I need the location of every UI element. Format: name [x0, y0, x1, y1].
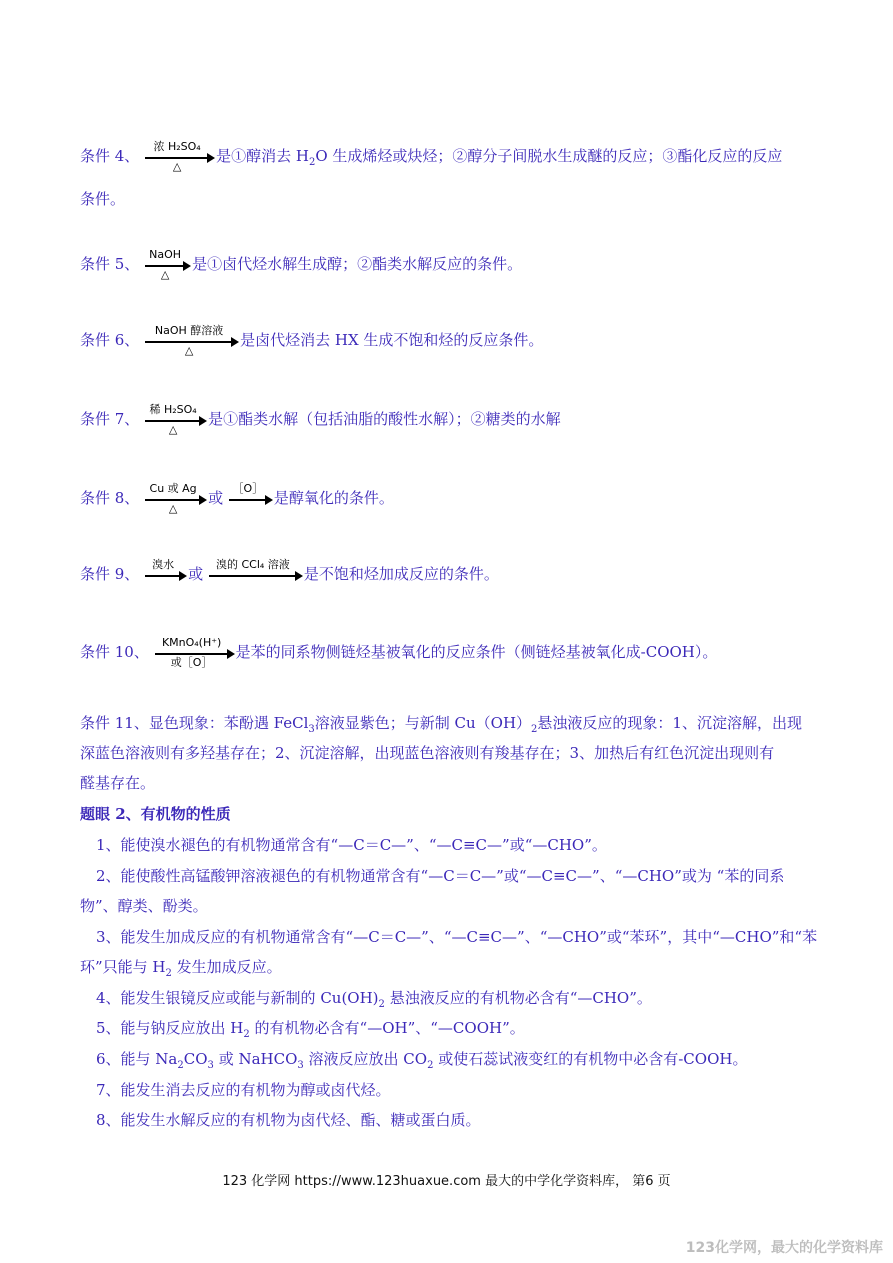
- arrow-head: [179, 571, 187, 581]
- list-text: 或使石蕊试液变红的有机物中必含有-COOH。: [433, 1050, 748, 1068]
- subscript: 2: [243, 1029, 250, 1040]
- condition-4-prefix: 条件 4、: [80, 147, 140, 165]
- condition-8-or: 或: [208, 489, 224, 507]
- subscript: 3: [297, 1060, 304, 1071]
- list-text: 5、能与钠反应放出 H: [96, 1019, 244, 1037]
- subscript: 2: [308, 157, 316, 168]
- arrow-label-bottom: 或［O］: [170, 656, 213, 669]
- condition-5-text: 是①卤代烃水解生成醇；②酯类水解反应的条件。: [192, 255, 523, 273]
- reaction-arrow: [155, 636, 235, 670]
- arrow-label-top: NaOH: [149, 248, 182, 261]
- condition-4-line2: 条件。: [80, 190, 126, 208]
- arrow-shaft: [145, 341, 233, 343]
- condition-4-text-b: O 生成烯烃或炔烃；②醇分子间脱水生成醚的反应；③酯化反应的反应: [315, 147, 783, 165]
- arrow-label-bottom: △: [160, 268, 170, 281]
- list-item: 7、能发生消去反应的有机物为醇或卤代烃。: [96, 1081, 391, 1099]
- subscript: 2: [427, 1060, 434, 1071]
- list-text: 的有机物必含有“—OH”、“—COOH”。: [249, 1019, 525, 1037]
- reaction-arrow: [145, 324, 239, 358]
- reaction-arrow: [145, 482, 207, 516]
- condition-9-prefix: 条件 9、: [80, 565, 140, 583]
- reaction-arrow: [209, 558, 303, 592]
- subscript: 2: [165, 968, 172, 979]
- section-heading: 题眼 2、有机物的性质: [80, 805, 231, 823]
- condition-10: [80, 636, 717, 670]
- condition-7: [80, 403, 561, 437]
- arrow-shaft: [145, 420, 201, 422]
- arrow-shaft: [145, 575, 181, 577]
- arrow-head: [295, 571, 303, 581]
- condition-11-text-c: 悬浊液反应的现象：1、沉淀溶解，出现: [537, 714, 802, 732]
- arrow-label-bottom: △: [168, 423, 178, 436]
- condition-9-text: 是不饱和烃加成反应的条件。: [303, 565, 499, 583]
- arrow-label-top: ［O］: [232, 482, 264, 495]
- condition-11-text-a: 条件 11、显色现象：苯酚遇 FeCl: [80, 714, 309, 732]
- arrow-label-top: 溴的 CCl₄ 溶液: [215, 558, 290, 571]
- arrow-label-top: KMnO₄(H⁺): [161, 636, 222, 649]
- arrow-shaft: [145, 157, 209, 159]
- condition-8-text: 是醇氧化的条件。: [273, 489, 394, 507]
- list-text: CO: [183, 1050, 208, 1068]
- list-item: [96, 1048, 747, 1071]
- list-text: 6、能与 Na: [96, 1050, 178, 1068]
- list-text: 环”只能与 H: [80, 958, 166, 976]
- arrow-label-top: 溴水: [152, 558, 175, 571]
- condition-8-prefix: 条件 8、: [80, 489, 140, 507]
- arrow-label-top: NaOH 醇溶液: [154, 324, 224, 337]
- arrow-shaft: [209, 575, 297, 577]
- list-text: 4、能发生银镜反应或能与新制的 Cu(OH): [96, 989, 379, 1007]
- list-item-continuation: [80, 956, 282, 979]
- condition-5-prefix: 条件 5、: [80, 255, 140, 273]
- list-item: 1、能使溴水褪色的有机物通常含有“—C＝C—”、“—C≡C—”或“—CHO”。: [96, 836, 607, 854]
- condition-6-prefix: 条件 6、: [80, 331, 140, 349]
- reaction-arrow: [145, 558, 187, 592]
- condition-11-line3: 醛基存在。: [80, 774, 156, 792]
- list-item: 3、能发生加成反应的有机物通常含有“—C＝C—”、“—C≡C—”、“—CHO”或“苯环”，其中“—CHO”和“苯: [96, 928, 818, 946]
- condition-7-prefix: 条件 7、: [80, 410, 140, 428]
- condition-6-text: 是卤代烃消去 HX 生成不饱和烃的反应条件。: [240, 331, 544, 349]
- condition-11-text-b: 溶液显紫色；与新制 Cu（OH）: [314, 714, 532, 732]
- list-text: 或 NaHCO: [213, 1050, 298, 1068]
- reaction-arrow: [229, 482, 273, 516]
- condition-6: [80, 324, 543, 358]
- subscript: 2: [531, 724, 538, 735]
- list-item: 8、能发生水解反应的有机物为卤代烃、酯、糖或蛋白质。: [96, 1111, 481, 1129]
- arrow-label-top: 浓 H₂SO₄: [153, 140, 201, 153]
- condition-11-line2: 深蓝色溶液则有多羟基存在；2、沉淀溶解，出现蓝色溶液则有羧基存在；3、加热后有红色沉淀出现则有: [80, 744, 775, 762]
- condition-9: [80, 558, 499, 592]
- subscript: 3: [308, 724, 315, 735]
- reaction-arrow: [145, 248, 191, 282]
- subscript: 2: [378, 999, 385, 1010]
- list-text: 发生加成反应。: [171, 958, 282, 976]
- condition-4-text-a: 是①醇消去 H: [216, 147, 309, 165]
- arrow-shaft: [229, 499, 267, 501]
- condition-4: [80, 140, 782, 174]
- reaction-arrow: [145, 403, 207, 437]
- arrow-label-top: 稀 H₂SO₄: [149, 403, 197, 416]
- watermark: 123化学网，最大的化学资料库: [685, 1240, 883, 1256]
- condition-5: [80, 248, 522, 282]
- reaction-arrow: [145, 140, 215, 174]
- list-item: [96, 1017, 525, 1040]
- list-item: 2、能使酸性高锰酸钾溶液褪色的有机物通常含有“—C＝C—”或“—C≡C—”、“—CHO”或为 “苯的同系: [96, 867, 785, 885]
- subscript: 3: [207, 1060, 214, 1071]
- condition-8: [80, 482, 394, 516]
- condition-7-text: 是①酯类水解（包括油脂的酸性水解）；②糖类的水解: [208, 410, 561, 428]
- condition-10-text: 是苯的同系物侧链烃基被氧化的反应条件（侧链烃基被氧化成-COOH）。: [235, 643, 718, 661]
- arrow-label-bottom: △: [172, 160, 182, 173]
- arrow-shaft: [145, 499, 201, 501]
- list-item-continuation: 物”、醇类、酚类。: [80, 897, 208, 915]
- arrow-head: [265, 495, 273, 505]
- subscript: 2: [177, 1060, 184, 1071]
- arrow-label-bottom: △: [184, 344, 194, 357]
- arrow-label-top: Cu 或 Ag: [149, 482, 197, 495]
- arrow-label-bottom: △: [168, 502, 178, 515]
- arrow-shaft: [145, 265, 185, 267]
- condition-11-line1: [80, 712, 802, 735]
- arrow-shaft: [155, 653, 229, 655]
- condition-10-prefix: 条件 10、: [80, 643, 149, 661]
- list-text: 悬浊液反应的有机物必含有“—CHO”。: [384, 989, 652, 1007]
- list-item: [96, 987, 652, 1010]
- list-text: 溶液反应放出 CO: [303, 1050, 428, 1068]
- page-footer: 123 化学网 https://www.123huaxue.com 最大的中学化学资料库， 第6 页: [222, 1174, 671, 1189]
- condition-9-or: 或: [188, 565, 204, 583]
